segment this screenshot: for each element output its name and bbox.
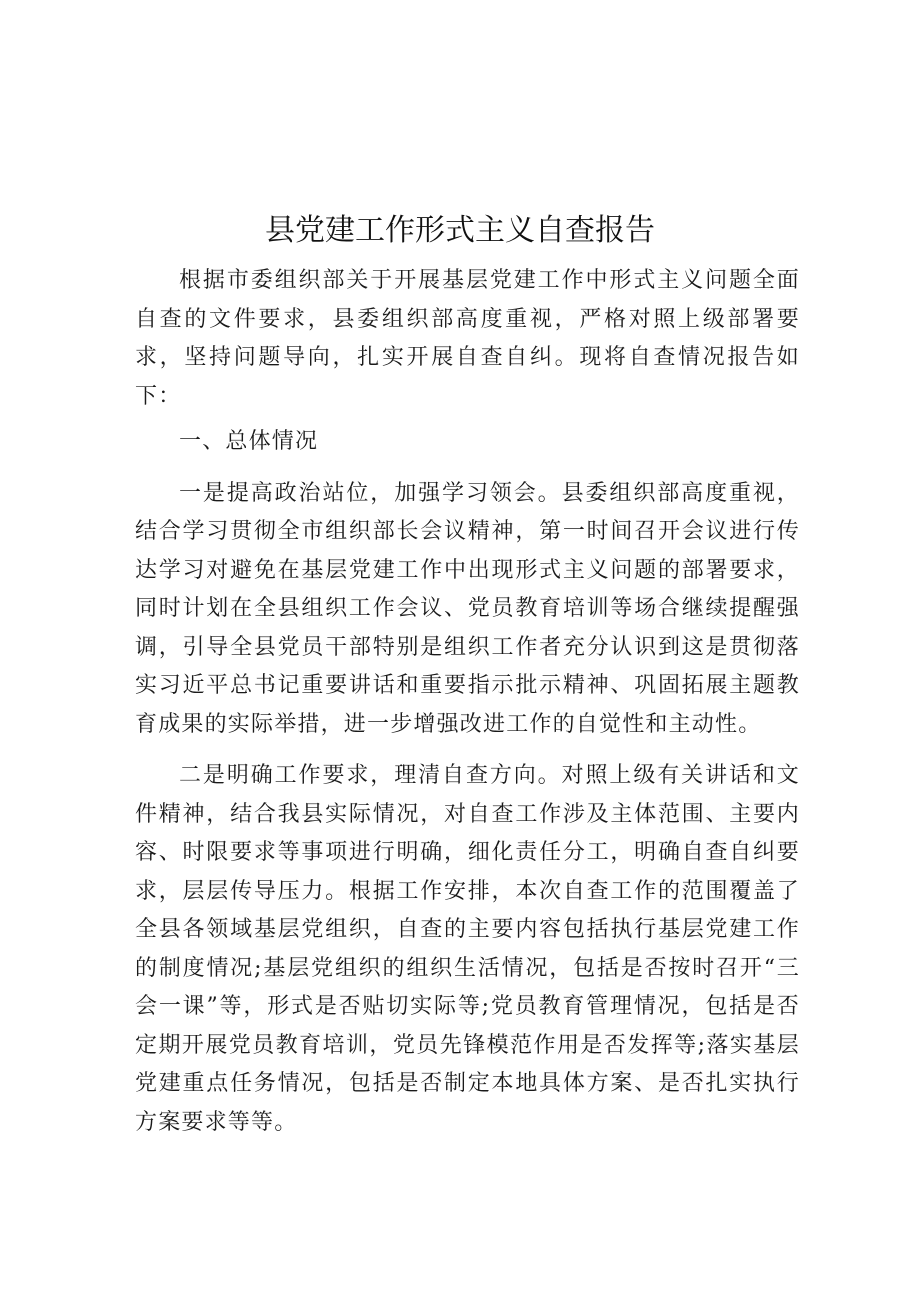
document-body <box>135 262 800 1142</box>
body-paragraph-2: 二是明确工作要求，理清自查方向。对照上级有关讲话和文件精神，结合我县实际情况，对自查工作涉及主体范围、主要内容、时限要求等事项进行明确，细化责任分工，明确自查自纠要求，层层传导压力。根据工作安排，本次自查工作的范围覆盖了全县各领域基层党组织，自查的主要内容包括执行基层党建工作的制度情况;基层党组织的组织生活情况，包括是否按时召开“三会一课”等，形式是否贴切实际等;党员教育管理情况，包括是否定期开展党员教育培训，党员先锋模范作用是否发挥等;落实基层党建重点任务情况，包括是否制定本地具体方案、是否扎实执行方案要求等等。 <box>135 763 800 1135</box>
section-heading: 一、总体情况 <box>179 429 319 454</box>
body-paragraph-1: 一是提高政治站位，加强学习领会。县委组织部高度重视，结合学习贯彻全市组织部长会议精神，第一时间召开会议进行传达学习对避免在基层党建工作中出现形式主义问题的部署要求，同时计划在全县组织工作会议、党员教育培训等场合继续提醒强调，引导全县党员干部特别是组织工作者充分认识到这是贯彻落实习近平总书记重要讲话和重要指示批示精神、巩固拓展主题教育成果的实际举措，进一步增强改进工作的自觉性和主动性。 <box>135 480 800 737</box>
document-title: 县党建工作形式主义自查报告 <box>265 213 655 248</box>
intro-paragraph: 根据市委组织部关于开展基层党建工作中形式主义问题全面自查的文件要求，县委组织部高度重视，严格对照上级部署要求，坚持问题导向，扎实开展自查自纠。现将自查情况报告如下： <box>135 268 800 409</box>
